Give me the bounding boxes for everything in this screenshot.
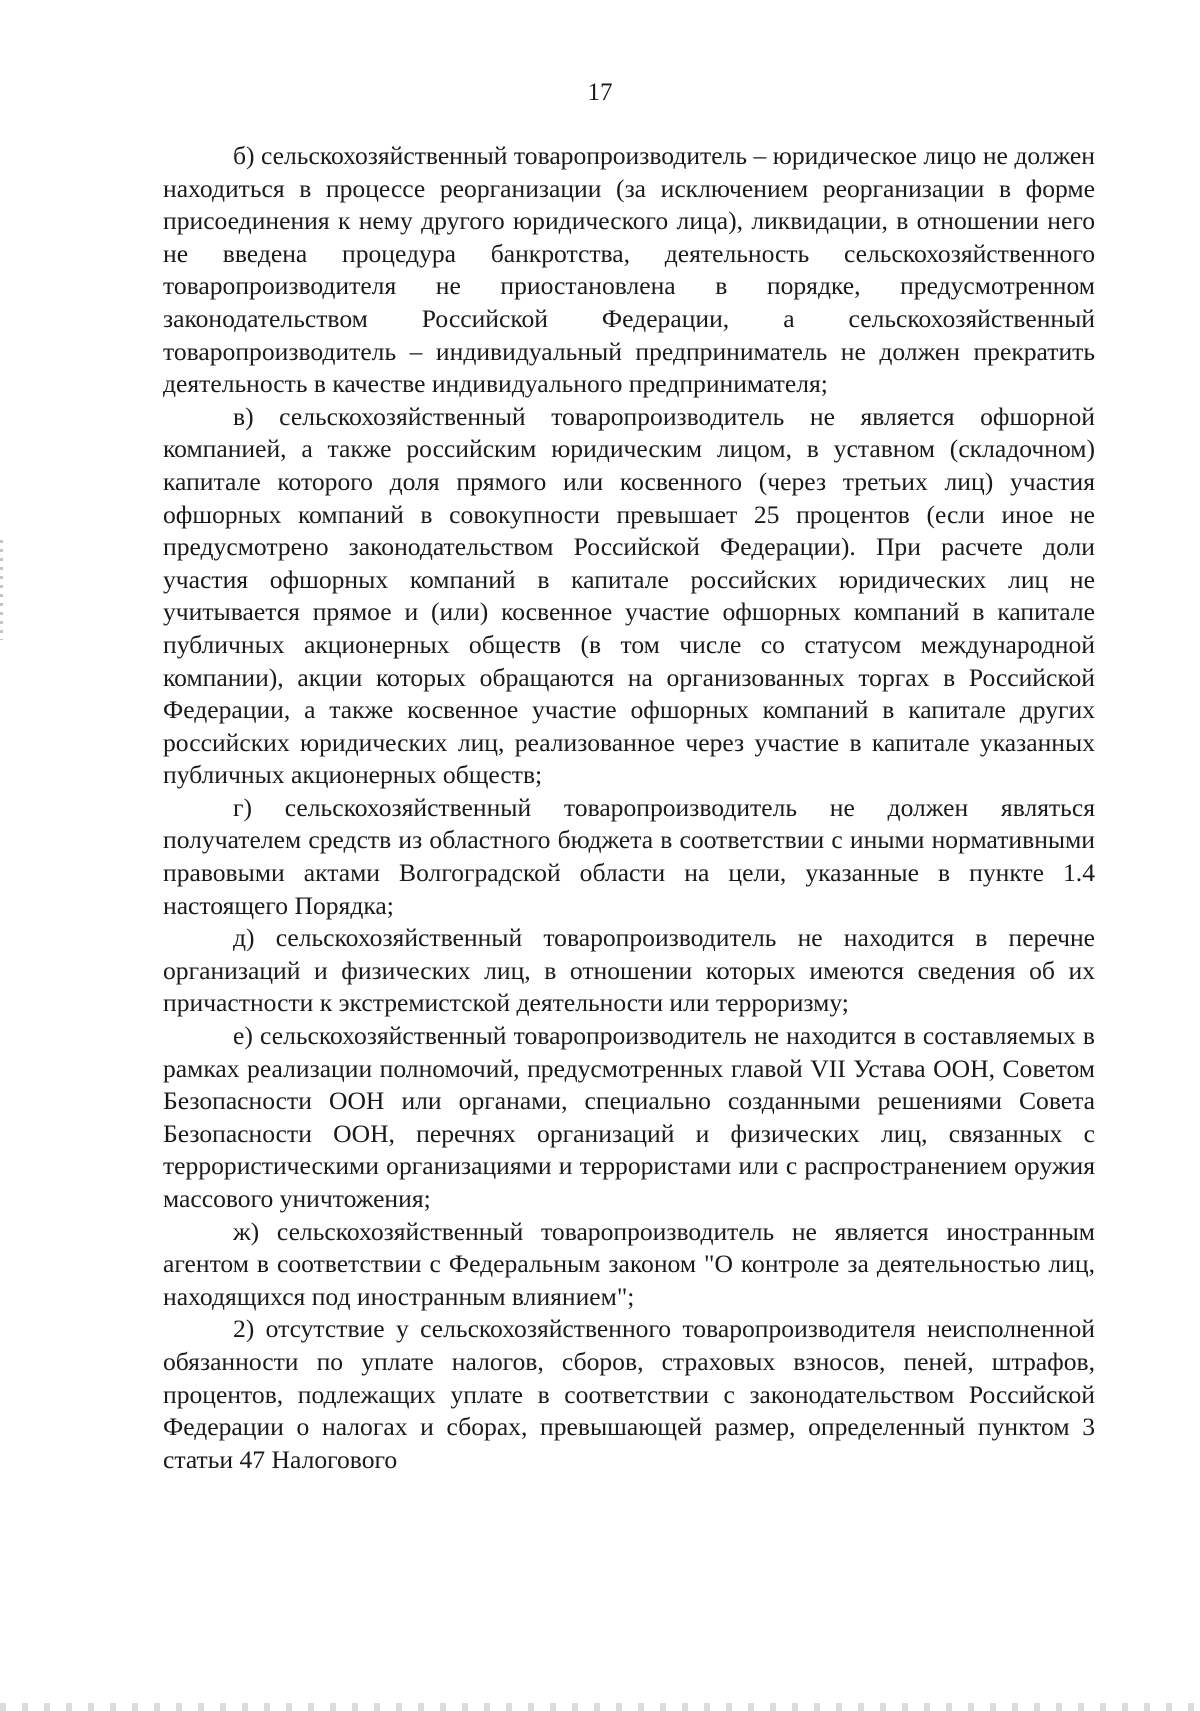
- paragraph-e: е) сельскохозяйственный товаропроизводитель не находится в составляемых в рамках реализации полномочий, предусмотренных главой VII Устава ООН, Советом Безопасности ООН или органами, специально созданными решениями Совета Безопасности ООН, перечнях организаций и физических лиц, связанных с террористическими организациями и террористами или с распространением оружия массового уничтожения;: [163, 1021, 1095, 1213]
- paragraph-g: г) сельскохозяйственный товаропроизводитель не должен являться получателем средств из областного бюджета в соответствии с иными нормативными правовыми актами Волгоградской области на цели, указанные в пункте 1.4 настоящего Порядка;: [163, 792, 1095, 920]
- scan-artifact-bottom: [0, 1703, 1200, 1711]
- paragraph-zh: ж) сельскохозяйственный товаропроизводитель не является иностранным агентом в соответствии с Федеральным законом "О контроле за деятельностью лиц, находящихся под иностранным влиянием";: [163, 1216, 1095, 1311]
- paragraph-v: в) сельскохозяйственный товаропроизводитель не является офшорной компанией, а также российским юридическим лицом, в уставном (складочном) капитале которого доля прямого или косвенного (через третьих лиц) участия офшорных компаний в совокупности превышает 25 процентов (если иное не предусмотрено законодательством Российской Федерации). При расчете доли участия офшорных компаний в капитале российских юридических лиц не учитывается прямое и (или) косвенное участие офшорных компаний в капитале публичных акционерных обществ (в том числе со статусом международной компании), акции которых обращаются на организованных торгах в Российской Федерации, а также косвенное участие офшорных компаний в капитале других российских юридических лиц, реализованное через участие в капитале указанных публичных акционерных обществ;: [163, 401, 1095, 790]
- paragraph-b: б) сельскохозяйственный товаропроизводитель – юридическое лицо не должен находиться в процессе реорганизации (за исключением реорганизации в форме присоединения к нему другого юридического лица), ликвидации, в отношении него не введена процедура банкротства, деятельность сельскохозяйственного товаропроизводителя не приостановлена в порядке, предусмотренном законодательством Российской Федерации, а сельскохозяйственный товаропроизводитель – индивидуальный предприниматель не должен прекратить деятельность в качестве индивидуального предпринимателя;: [163, 141, 1095, 399]
- scan-artifact-left: [0, 540, 3, 640]
- page-number: 17: [587, 79, 613, 106]
- document-body: [163, 140, 1095, 1476]
- paragraph-2: 2) отсутствие у сельскохозяйственного товаропроизводителя неисполненной обязанности по уплате налогов, сборов, страховых взносов, пеней, штрафов, процентов, подлежащих уплате в соответствии с законодательством Российской Федерации о налогах и сборах, превышающей размер, определенный пунктом 3 статьи 47 Налогового: [163, 1314, 1095, 1474]
- paragraph-d: д) сельскохозяйственный товаропроизводитель не находится в перечне организаций и физических лиц, в отношении которых имеются сведения об их причастности к экстремистской деятельности или терроризму;: [163, 923, 1095, 1018]
